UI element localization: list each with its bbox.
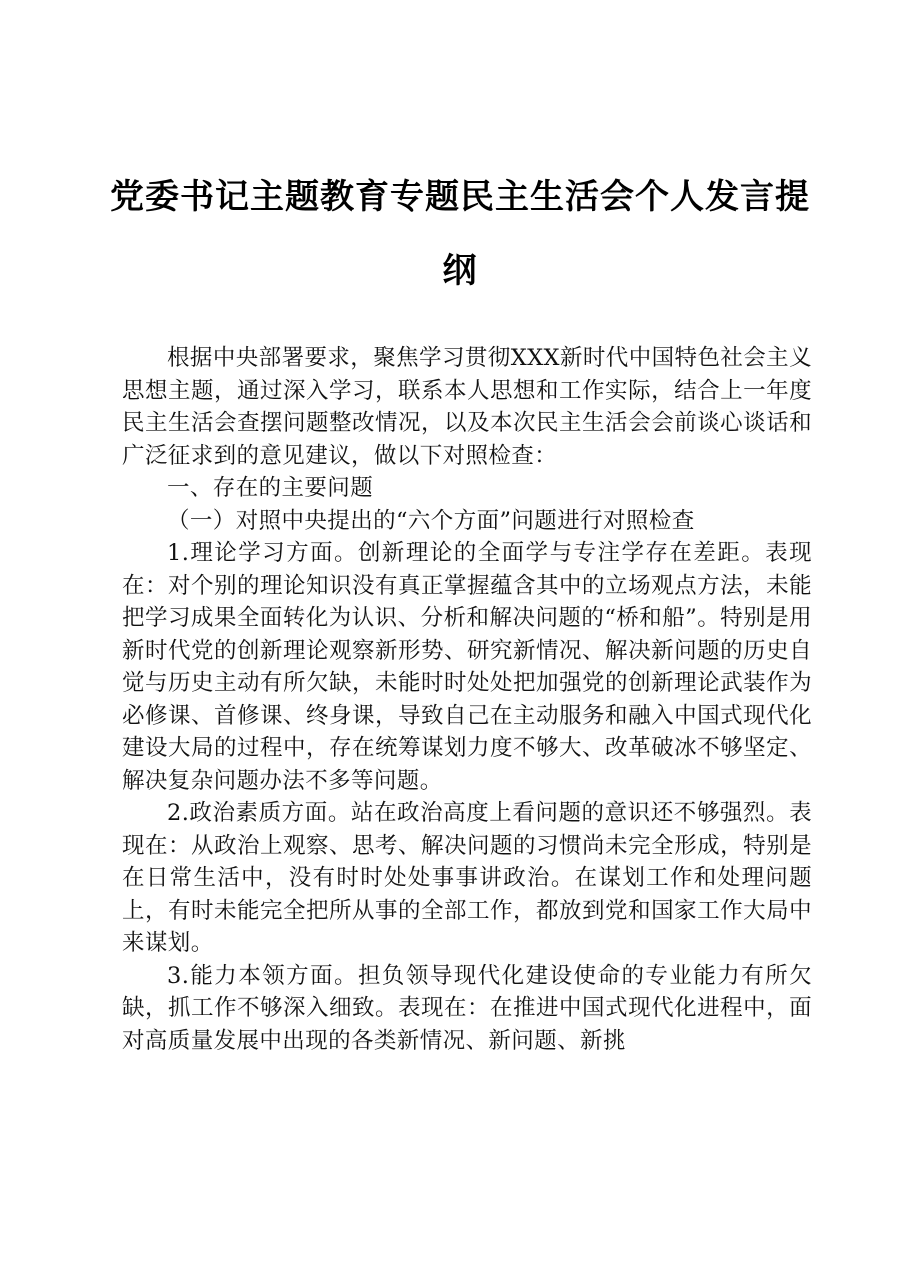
title-line-1: 党委书记主题教育专题民主生活会个人发言提 [110,177,810,217]
title-line-2: 纲 [442,251,478,291]
paragraph-political-quality: 2.政治素质方面。站在政治高度上看问题的意识还不够强烈。表现在：从政治上观察、思考、解决问题的习惯尚未完全形成，特别是在日常生活中，没有时时处处事事讲政治。在谋划工作和处理问题上，有时未能完全把所从事的全部工作，都放到党和国家工作大局中来谋划。 [122,800,812,956]
document-body [122,342,812,1057]
paragraph-ability: 3.能力本领方面。担负领导现代化建设使命的专业能力有所欠缺，抓工作不够深入细致。表现在：在推进中国式现代化进程中，面对高质量发展中出现的各类新情况、新问题、新挑 [122,962,812,1054]
section-heading: 一、存在的主要问题 [167,475,374,501]
intro-paragraph: 根据中央部署要求，聚焦学习贯彻XXX新时代中国特色社会主义思想主题，通过深入学习，联系本人思想和工作实际，结合上一年度民主生活会查摆问题整改情况，以及本次民主生活会会前谈心谈话和广泛征求到的意见建议，做以下对照检查： [122,345,812,469]
document-title [110,160,810,308]
subsection-heading: （一）对照中央提出的“六个方面”问题进行对照检查 [167,507,695,534]
paragraph-theory-study: 1.理论学习方面。创新理论的全面学与专注学存在差距。表现在：对个别的理论知识没有真正掌握蕴含其中的立场观点方法，未能把学习成果全面转化为认识、分析和解决问题的“桥和船”。特别是用新时代党的创新理论观察新形势、研究新情况、解决新问题的历史自觉与历史主动有所欠缺，未能时时处处把加强党的创新理论武装作为必修课、首修课、终身课，导致自己在主动服务和融入中国式现代化建设大局的过程中，存在统筹谋划力度不够大、改革破冰不够坚定、解决复杂问题办法不多等问题。 [122,540,812,794]
